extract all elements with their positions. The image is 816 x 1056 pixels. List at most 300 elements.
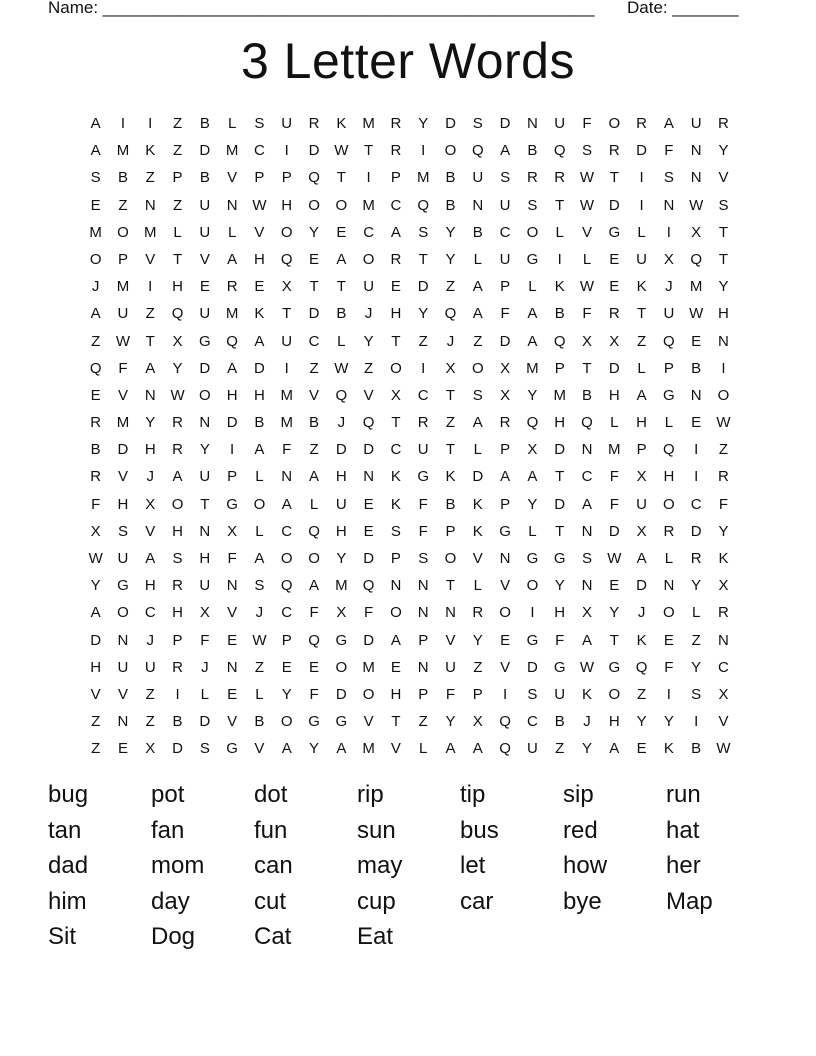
grid-letter: U xyxy=(199,223,211,241)
grid-letter: Q xyxy=(362,577,375,595)
grid-letter: V xyxy=(718,713,729,731)
grid-letter: T xyxy=(200,495,210,513)
grid-letter: K xyxy=(636,631,647,649)
grid-letter: D xyxy=(308,142,320,160)
page-title: 3 Letter Words xyxy=(240,33,575,89)
word-bank-item: how xyxy=(563,852,608,879)
grid-letter: N xyxy=(581,441,593,459)
grid-letter: O xyxy=(444,142,457,160)
grid-letter: S xyxy=(527,196,538,214)
grid-letter: R xyxy=(390,115,402,132)
grid-letter: A xyxy=(636,550,647,567)
grid-letter: Z xyxy=(118,196,128,214)
grid-letter: M xyxy=(608,441,621,459)
grid-letter: E xyxy=(90,386,101,404)
grid-letter: N xyxy=(445,604,456,622)
grid-letter: D xyxy=(308,305,320,323)
grid-letter: A xyxy=(145,550,156,567)
grid-letter: G xyxy=(335,631,348,649)
grid-letter: W xyxy=(579,278,595,296)
grid-letter: X xyxy=(636,522,647,540)
word-bank-item: Dog xyxy=(151,923,196,950)
grid-letter: T xyxy=(172,250,183,268)
grid-letter: I xyxy=(148,115,153,132)
grid-letter: J xyxy=(337,414,346,432)
grid-letter: B xyxy=(554,305,565,323)
grid-letter: E xyxy=(227,631,238,649)
grid-letter: F xyxy=(609,468,619,486)
grid-letter: V xyxy=(254,740,265,758)
grid-letter: Q xyxy=(280,250,293,268)
grid-letter: C xyxy=(390,196,402,214)
grid-letter: K xyxy=(445,468,456,486)
grid-letter: V xyxy=(500,577,511,595)
grid-letter: Y xyxy=(281,685,292,703)
grid-letter: S xyxy=(418,550,429,567)
grid-row xyxy=(82,304,742,331)
grid-letter: O xyxy=(89,250,102,268)
grid-letter: Q xyxy=(499,740,511,758)
grid-letter: U xyxy=(117,550,129,567)
grid-letter: X xyxy=(527,441,538,459)
grid-letter: Z xyxy=(172,115,183,132)
grid-letter: S xyxy=(90,169,101,187)
grid-letter: U xyxy=(199,196,211,214)
grid-letter: A xyxy=(472,740,483,758)
grid-letter: Z xyxy=(718,441,729,459)
grid-letter: X xyxy=(581,604,592,622)
grid-letter: D xyxy=(554,441,566,459)
word-bank-row xyxy=(48,814,788,850)
grid-letter: F xyxy=(200,631,210,649)
grid-letter: R xyxy=(718,115,729,132)
grid-letter: H xyxy=(608,386,620,404)
grid-letter: D xyxy=(363,441,375,459)
grid-letter: H xyxy=(254,250,265,268)
grid-letter: R xyxy=(690,550,702,567)
word-bank-item: dad xyxy=(48,852,89,879)
grid-letter: J xyxy=(201,658,209,676)
grid-letter: E xyxy=(336,223,347,241)
grid-letter: R xyxy=(308,115,320,132)
grid-letter: D xyxy=(554,495,566,513)
grid-letter: O xyxy=(608,115,621,132)
grid-row xyxy=(82,386,742,413)
word-bank-item: Cat xyxy=(254,923,292,950)
grid-letter: F xyxy=(582,305,592,323)
grid-letter: L xyxy=(227,223,237,241)
grid-letter: Z xyxy=(445,414,456,432)
grid-letter: W xyxy=(607,550,622,567)
grid-letter: O xyxy=(444,550,457,567)
grid-letter: E xyxy=(90,196,101,214)
grid-letter: R xyxy=(636,115,647,132)
grid-letter: W xyxy=(716,740,731,758)
grid-letter: L xyxy=(200,685,209,703)
grid-letter: N xyxy=(144,386,156,404)
grid-letter: B xyxy=(445,196,456,214)
grid-letter: M xyxy=(553,386,566,404)
grid-letter: N xyxy=(417,604,429,622)
grid-letter: N xyxy=(581,522,593,540)
grid-letter: D xyxy=(90,631,102,649)
grid-letter: O xyxy=(663,604,675,622)
grid-letter: V xyxy=(117,386,128,404)
grid-letter: Q xyxy=(308,169,320,187)
grid-letter: E xyxy=(609,577,620,595)
grid-letter: A xyxy=(390,223,401,241)
grid-letter: Q xyxy=(581,414,593,432)
grid-letter: Y xyxy=(90,577,101,595)
grid-letter: I xyxy=(421,359,426,377)
grid-letter: Y xyxy=(336,550,347,567)
grid-letter: X xyxy=(500,386,511,404)
grid-letter: P xyxy=(281,169,292,187)
grid-letter: M xyxy=(143,223,157,241)
grid-letter: Z xyxy=(309,441,319,459)
grid-letter: P xyxy=(500,278,511,296)
grid-letter: O xyxy=(362,685,375,703)
grid-letter: C xyxy=(581,468,593,486)
grid-letter: A xyxy=(309,577,320,595)
grid-letter: I xyxy=(366,169,371,187)
word-bank xyxy=(48,778,788,956)
grid-letter: Y xyxy=(418,115,429,132)
grid-letter: F xyxy=(582,115,592,132)
grid-letter: O xyxy=(499,604,511,622)
grid-letter: C xyxy=(281,604,293,622)
grid-row xyxy=(82,332,742,359)
word-bank-item: red xyxy=(563,816,598,844)
grid-letter: B xyxy=(199,169,210,187)
grid-letter: Q xyxy=(444,305,457,323)
grid-letter: V xyxy=(117,685,128,703)
word-bank-item: sun xyxy=(357,816,396,844)
grid-letter: S xyxy=(581,550,592,567)
grid-letter: E xyxy=(609,278,620,296)
grid-letter: B xyxy=(554,713,565,731)
grid-letter: S xyxy=(718,196,729,214)
grid-row xyxy=(82,685,742,712)
grid-letter: R xyxy=(608,305,620,323)
grid-letter: K xyxy=(581,685,592,703)
grid-letter: G xyxy=(608,223,621,241)
grid-letter: A xyxy=(445,740,456,758)
grid-letter: H xyxy=(335,468,347,486)
grid-letter: F xyxy=(91,495,101,513)
grid-letter: N xyxy=(117,713,129,731)
grid-letter: E xyxy=(609,250,620,268)
word-bank-item: bus xyxy=(460,816,499,844)
grid-letter: Y xyxy=(445,223,456,241)
grid-letter: M xyxy=(362,740,375,758)
grid-letter: L xyxy=(528,278,537,296)
grid-letter: M xyxy=(116,278,130,296)
grid-letter: K xyxy=(663,740,674,758)
grid-letter: P xyxy=(418,631,429,649)
grid-letter: T xyxy=(391,713,401,731)
grid-letter: B xyxy=(691,740,702,758)
grid-letter: H xyxy=(335,522,347,540)
grid-letter: K xyxy=(254,305,265,323)
grid-letter: M xyxy=(362,658,375,676)
grid-letter: N xyxy=(226,577,238,595)
grid-letter: U xyxy=(281,332,293,350)
grid-letter: I xyxy=(284,142,289,160)
grid-letter: H xyxy=(663,468,675,486)
grid-letter: I xyxy=(639,196,644,214)
grid-letter: W xyxy=(252,196,267,214)
grid-letter: F xyxy=(500,305,510,323)
grid-row xyxy=(82,196,742,223)
grid-row xyxy=(82,223,742,250)
grid-letter: I xyxy=(175,685,180,703)
grid-letter: C xyxy=(363,223,375,241)
grid-letter: V xyxy=(718,169,729,187)
grid-letter: H xyxy=(226,386,238,404)
grid-letter: U xyxy=(117,305,129,323)
grid-letter: D xyxy=(608,196,620,214)
grid-letter: K xyxy=(145,142,156,160)
grid-letter: U xyxy=(144,658,156,676)
grid-letter: A xyxy=(581,495,592,513)
grid-letter: Y xyxy=(309,740,320,758)
grid-letter: E xyxy=(691,332,702,350)
grid-letter: E xyxy=(309,658,320,676)
grid-letter: S xyxy=(199,740,210,758)
word-bank-item: may xyxy=(357,852,403,879)
grid-letter: C xyxy=(144,604,156,622)
grid-letter: N xyxy=(144,196,156,214)
grid-letter: O xyxy=(526,223,539,241)
grid-letter: D xyxy=(445,115,456,132)
grid-letter: M xyxy=(526,359,539,377)
grid-letter: W xyxy=(716,414,731,432)
grid-letter: E xyxy=(390,278,401,296)
grid-letter: C xyxy=(718,658,729,676)
grid-letter: B xyxy=(336,305,347,323)
grid-letter: W xyxy=(334,359,349,377)
grid-letter: C xyxy=(526,713,538,731)
grid-letter: U xyxy=(526,740,538,758)
grid-letter: A xyxy=(309,468,320,486)
grid-letter: E xyxy=(281,658,292,676)
grid-letter: Z xyxy=(473,658,483,676)
grid-letter: M xyxy=(89,223,102,241)
grid-letter: X xyxy=(663,250,674,268)
grid-letter: V xyxy=(145,522,156,540)
grid-letter: O xyxy=(280,713,293,731)
grid-letter: U xyxy=(499,250,511,268)
grid-letter: K xyxy=(472,522,483,540)
grid-letter: T xyxy=(582,359,592,377)
grid-letter: Y xyxy=(199,441,210,459)
grid-letter: A xyxy=(472,414,483,432)
grid-letter: V xyxy=(227,713,238,731)
grid-letter: N xyxy=(363,468,375,486)
grid-letter: T xyxy=(555,522,565,540)
grid-letter: E xyxy=(117,740,128,758)
word-bank-row xyxy=(48,885,788,921)
word-bank-item: hat xyxy=(666,816,700,844)
grid-letter: V xyxy=(90,685,101,703)
grid-letter: H xyxy=(718,305,729,323)
grid-letter: H xyxy=(390,305,402,323)
word-bank-item: her xyxy=(666,852,701,879)
grid-letter: K xyxy=(336,115,347,132)
grid-letter: U xyxy=(281,115,293,132)
grid-letter: S xyxy=(663,169,674,187)
grid-letter: V xyxy=(581,223,592,241)
grid-letter: Z xyxy=(172,196,183,214)
grid-letter: O xyxy=(471,359,484,377)
grid-letter: A xyxy=(527,332,538,350)
grid-letter: Y xyxy=(636,713,647,731)
grid-letter: A xyxy=(472,278,483,296)
grid-letter: H xyxy=(554,604,566,622)
grid-letter: H xyxy=(554,414,566,432)
grid-letter: M xyxy=(116,414,130,432)
grid-letter: F xyxy=(718,495,729,513)
grid-letter: G xyxy=(308,713,320,731)
grid-letter: M xyxy=(362,115,375,132)
grid-letter: I xyxy=(530,604,535,622)
grid-letter: Q xyxy=(171,305,184,323)
grid-letter: Y xyxy=(691,658,702,676)
word-bank-item: run xyxy=(666,781,701,808)
grid-letter: X xyxy=(390,386,401,404)
grid-row xyxy=(82,739,742,766)
grid-letter: P xyxy=(500,495,511,513)
grid-letter: R xyxy=(499,414,511,432)
grid-letter: O xyxy=(526,577,539,595)
grid-letter: T xyxy=(309,278,319,296)
grid-letter: E xyxy=(500,631,511,649)
grid-letter: B xyxy=(117,169,128,187)
grid-letter: S xyxy=(500,169,511,187)
grid-letter: L xyxy=(227,115,237,132)
grid-letter: X xyxy=(718,685,729,703)
grid-letter: W xyxy=(689,196,704,214)
grid-letter: E xyxy=(309,250,320,268)
grid-letter: O xyxy=(171,495,184,513)
grid-letter: Y xyxy=(554,577,565,595)
grid-letter: I xyxy=(120,115,126,132)
word-bank-item: fun xyxy=(254,816,288,844)
grid-letter: L xyxy=(637,223,646,241)
grid-letter: A xyxy=(90,115,101,132)
grid-row xyxy=(82,631,742,658)
grid-letter: P xyxy=(636,441,647,459)
grid-letter: U xyxy=(690,115,702,132)
grid-letter: O xyxy=(362,250,375,268)
grid-letter: P xyxy=(227,468,238,486)
grid-letter: V xyxy=(227,169,238,187)
grid-letter: A xyxy=(636,386,647,404)
word-bank-item: sip xyxy=(563,781,594,808)
grid-letter: P xyxy=(500,441,511,459)
grid-letter: X xyxy=(636,468,647,486)
grid-letter: P xyxy=(117,250,128,268)
grid-letter: X xyxy=(199,604,210,622)
grid-letter: U xyxy=(445,658,456,676)
grid-letter: T xyxy=(555,468,565,486)
grid-letter: X xyxy=(609,332,620,350)
grid-letter: U xyxy=(117,658,129,676)
grid-letter: S xyxy=(254,577,265,595)
grid-letter: E xyxy=(227,685,238,703)
grid-letter: S xyxy=(581,142,592,160)
grid-letter: A xyxy=(527,468,538,486)
grid-letter: L xyxy=(637,359,646,377)
grid-letter: V xyxy=(309,386,320,404)
grid-letter: O xyxy=(308,196,320,214)
grid-row xyxy=(82,522,742,549)
grid-letter: G xyxy=(553,550,566,567)
grid-letter: R xyxy=(718,604,729,622)
grid-letter: V xyxy=(254,223,265,241)
grid-letter: T xyxy=(391,332,401,350)
grid-letter: W xyxy=(579,658,595,676)
grid-letter: S xyxy=(390,522,401,540)
grid-letter: U xyxy=(417,441,429,459)
word-bank-row xyxy=(48,778,788,814)
grid-letter: Q xyxy=(308,631,320,649)
grid-letter: T xyxy=(718,250,729,268)
grid-letter: H xyxy=(636,414,647,432)
grid-letter: O xyxy=(335,658,348,676)
grid-letter: Y xyxy=(309,223,320,241)
grid-letter: H xyxy=(172,522,183,540)
grid-letter: U xyxy=(199,468,211,486)
grid-letter: D xyxy=(526,658,538,676)
grid-letter: Y xyxy=(691,577,702,595)
grid-letter: L xyxy=(692,604,701,622)
grid-letter: A xyxy=(336,250,347,268)
grid-letter: F xyxy=(364,604,374,622)
grid-letter: S xyxy=(472,115,483,132)
grid-letter: D xyxy=(117,441,129,459)
grid-letter: H xyxy=(281,196,293,214)
grid-letter: G xyxy=(335,713,348,731)
grid-letter: D xyxy=(254,359,265,377)
grid-row xyxy=(82,467,742,494)
word-bank-item: cut xyxy=(254,887,287,915)
grid-letter: T xyxy=(418,250,428,268)
grid-letter: E xyxy=(390,658,401,676)
grid-letter: U xyxy=(199,305,211,323)
grid-letter: O xyxy=(280,223,293,241)
grid-letter: F xyxy=(664,658,674,676)
grid-letter: X xyxy=(718,577,729,595)
grid-letter: A xyxy=(90,604,101,622)
grid-letter: B xyxy=(472,223,483,241)
grid-letter: S xyxy=(172,550,183,567)
grid-letter: V xyxy=(227,604,238,622)
grid-letter: V xyxy=(500,658,511,676)
grid-letter: F xyxy=(445,685,456,703)
grid-letter: N xyxy=(690,386,702,404)
grid-letter: J xyxy=(583,713,591,731)
grid-letter: Z xyxy=(145,169,155,187)
grid-row xyxy=(82,495,742,522)
grid-letter: A xyxy=(390,631,401,649)
grid-letter: Y xyxy=(472,631,483,649)
grid-letter: G xyxy=(417,468,430,486)
grid-letter: X xyxy=(581,332,592,350)
grid-letter: B xyxy=(172,713,183,731)
grid-letter: G xyxy=(663,386,675,404)
